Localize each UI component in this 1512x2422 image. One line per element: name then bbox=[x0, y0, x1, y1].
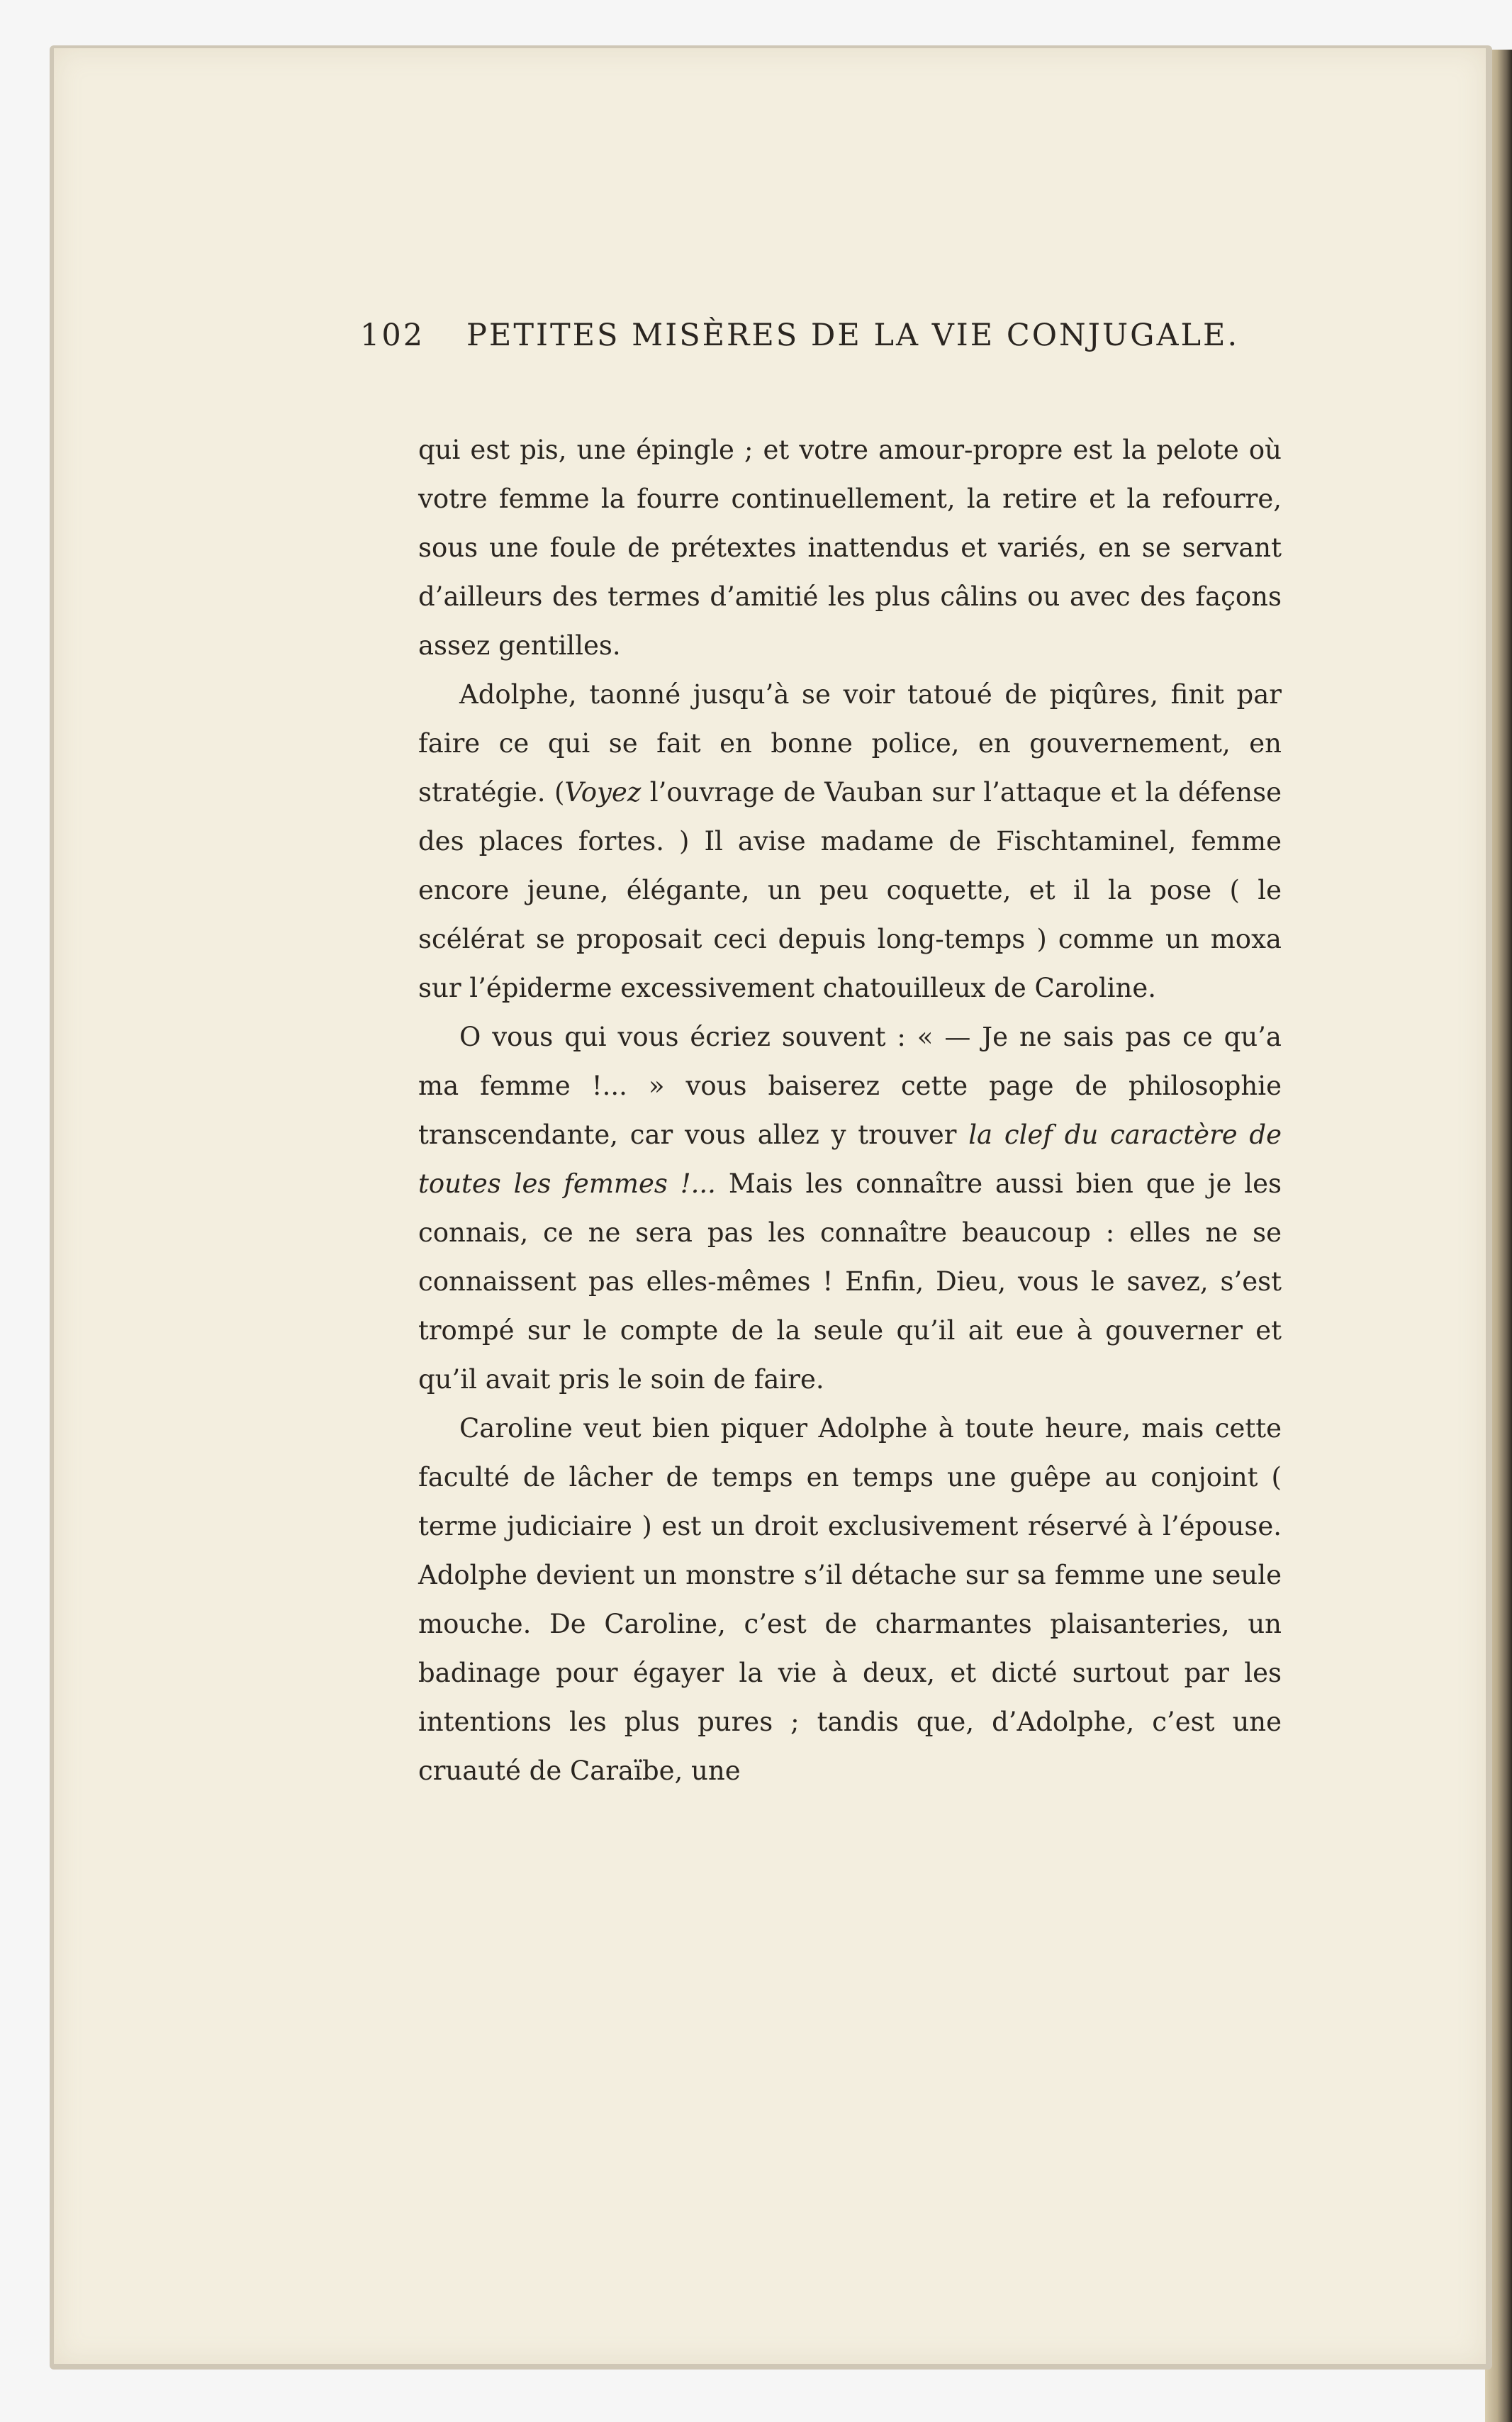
italic-text: Voyez bbox=[564, 777, 642, 808]
running-title: PETITES MISÈRES DE LA VIE CONJUGALE. bbox=[466, 318, 1240, 353]
paragraph-text: Adolphe, taonné jusqu’à se voir tatoué de piqûres, finit par faire ce qui se fait en bonne police, en gouvernement, en stratégie. ( bbox=[418, 679, 1282, 808]
page-number: 102 bbox=[360, 318, 425, 353]
paragraph-caroline: Caroline veut bien piquer Adolphe à toute heure, mais cette faculté de lâcher de temps en temps une guêpe au conjoint ( terme judiciaire ) est un droit exclusivement réservé à l’épouse. Adolphe devient un monstre s’il détache sur sa femme une seule mouche. De Caroline, c’est de charmantes plaisanteries, un badinage pour égayer la vie à deux, et dicté surtout par les intentions les plus pures ; tandis que, d’Adolphe, c’est une cruauté de Caraïbe, une bbox=[418, 1413, 1282, 1786]
body-text bbox=[418, 425, 1282, 1795]
paragraph-adolphe-strategy bbox=[418, 670, 1282, 1012]
paragraph-continued: qui est pis, une épingle ; et votre amour-propre est la pelote où votre femme la fourre continuellement, la retire et la refourre, sous une foule de prétextes inattendus et variés, en se servant d’ailleurs des termes d’amitié les plus câlins ou avec des façons assez gentilles. bbox=[418, 435, 1282, 661]
paragraph-text: O vous qui vous écriez souvent : « — Je ne sais pas ce qu’a ma femme !... » vous baiserez cette page de philosophie transcendante, car vous allez y trouver bbox=[418, 1022, 1282, 1150]
paragraph-text: Mais les connaître aussi bien que je les connais, ce ne sera pas les connaître beaucoup : elles ne se connaissent pas elles-mêmes ! Enfin, Dieu, vous le savez, s’est trompé sur le compte de la seule qu’il ait eue à gouverner et qu’il avait pris le soin de faire. bbox=[418, 1168, 1282, 1395]
italic-text: la clef du caractère de toutes les femmes !... bbox=[418, 1120, 1282, 1199]
running-header bbox=[360, 318, 1282, 353]
paragraph-text: l’ouvrage de Vauban sur l’attaque et la défense des places fortes. ) Il avise madame de Fischtaminel, femme encore jeune, élégante, un peu coquette, et il la pose ( le scélérat se proposait ceci depuis long-temps ) comme un moxa sur l’épiderme excessivement chatouilleux de Caroline. bbox=[418, 777, 1282, 1003]
paragraph-philosophy bbox=[418, 1012, 1282, 1404]
